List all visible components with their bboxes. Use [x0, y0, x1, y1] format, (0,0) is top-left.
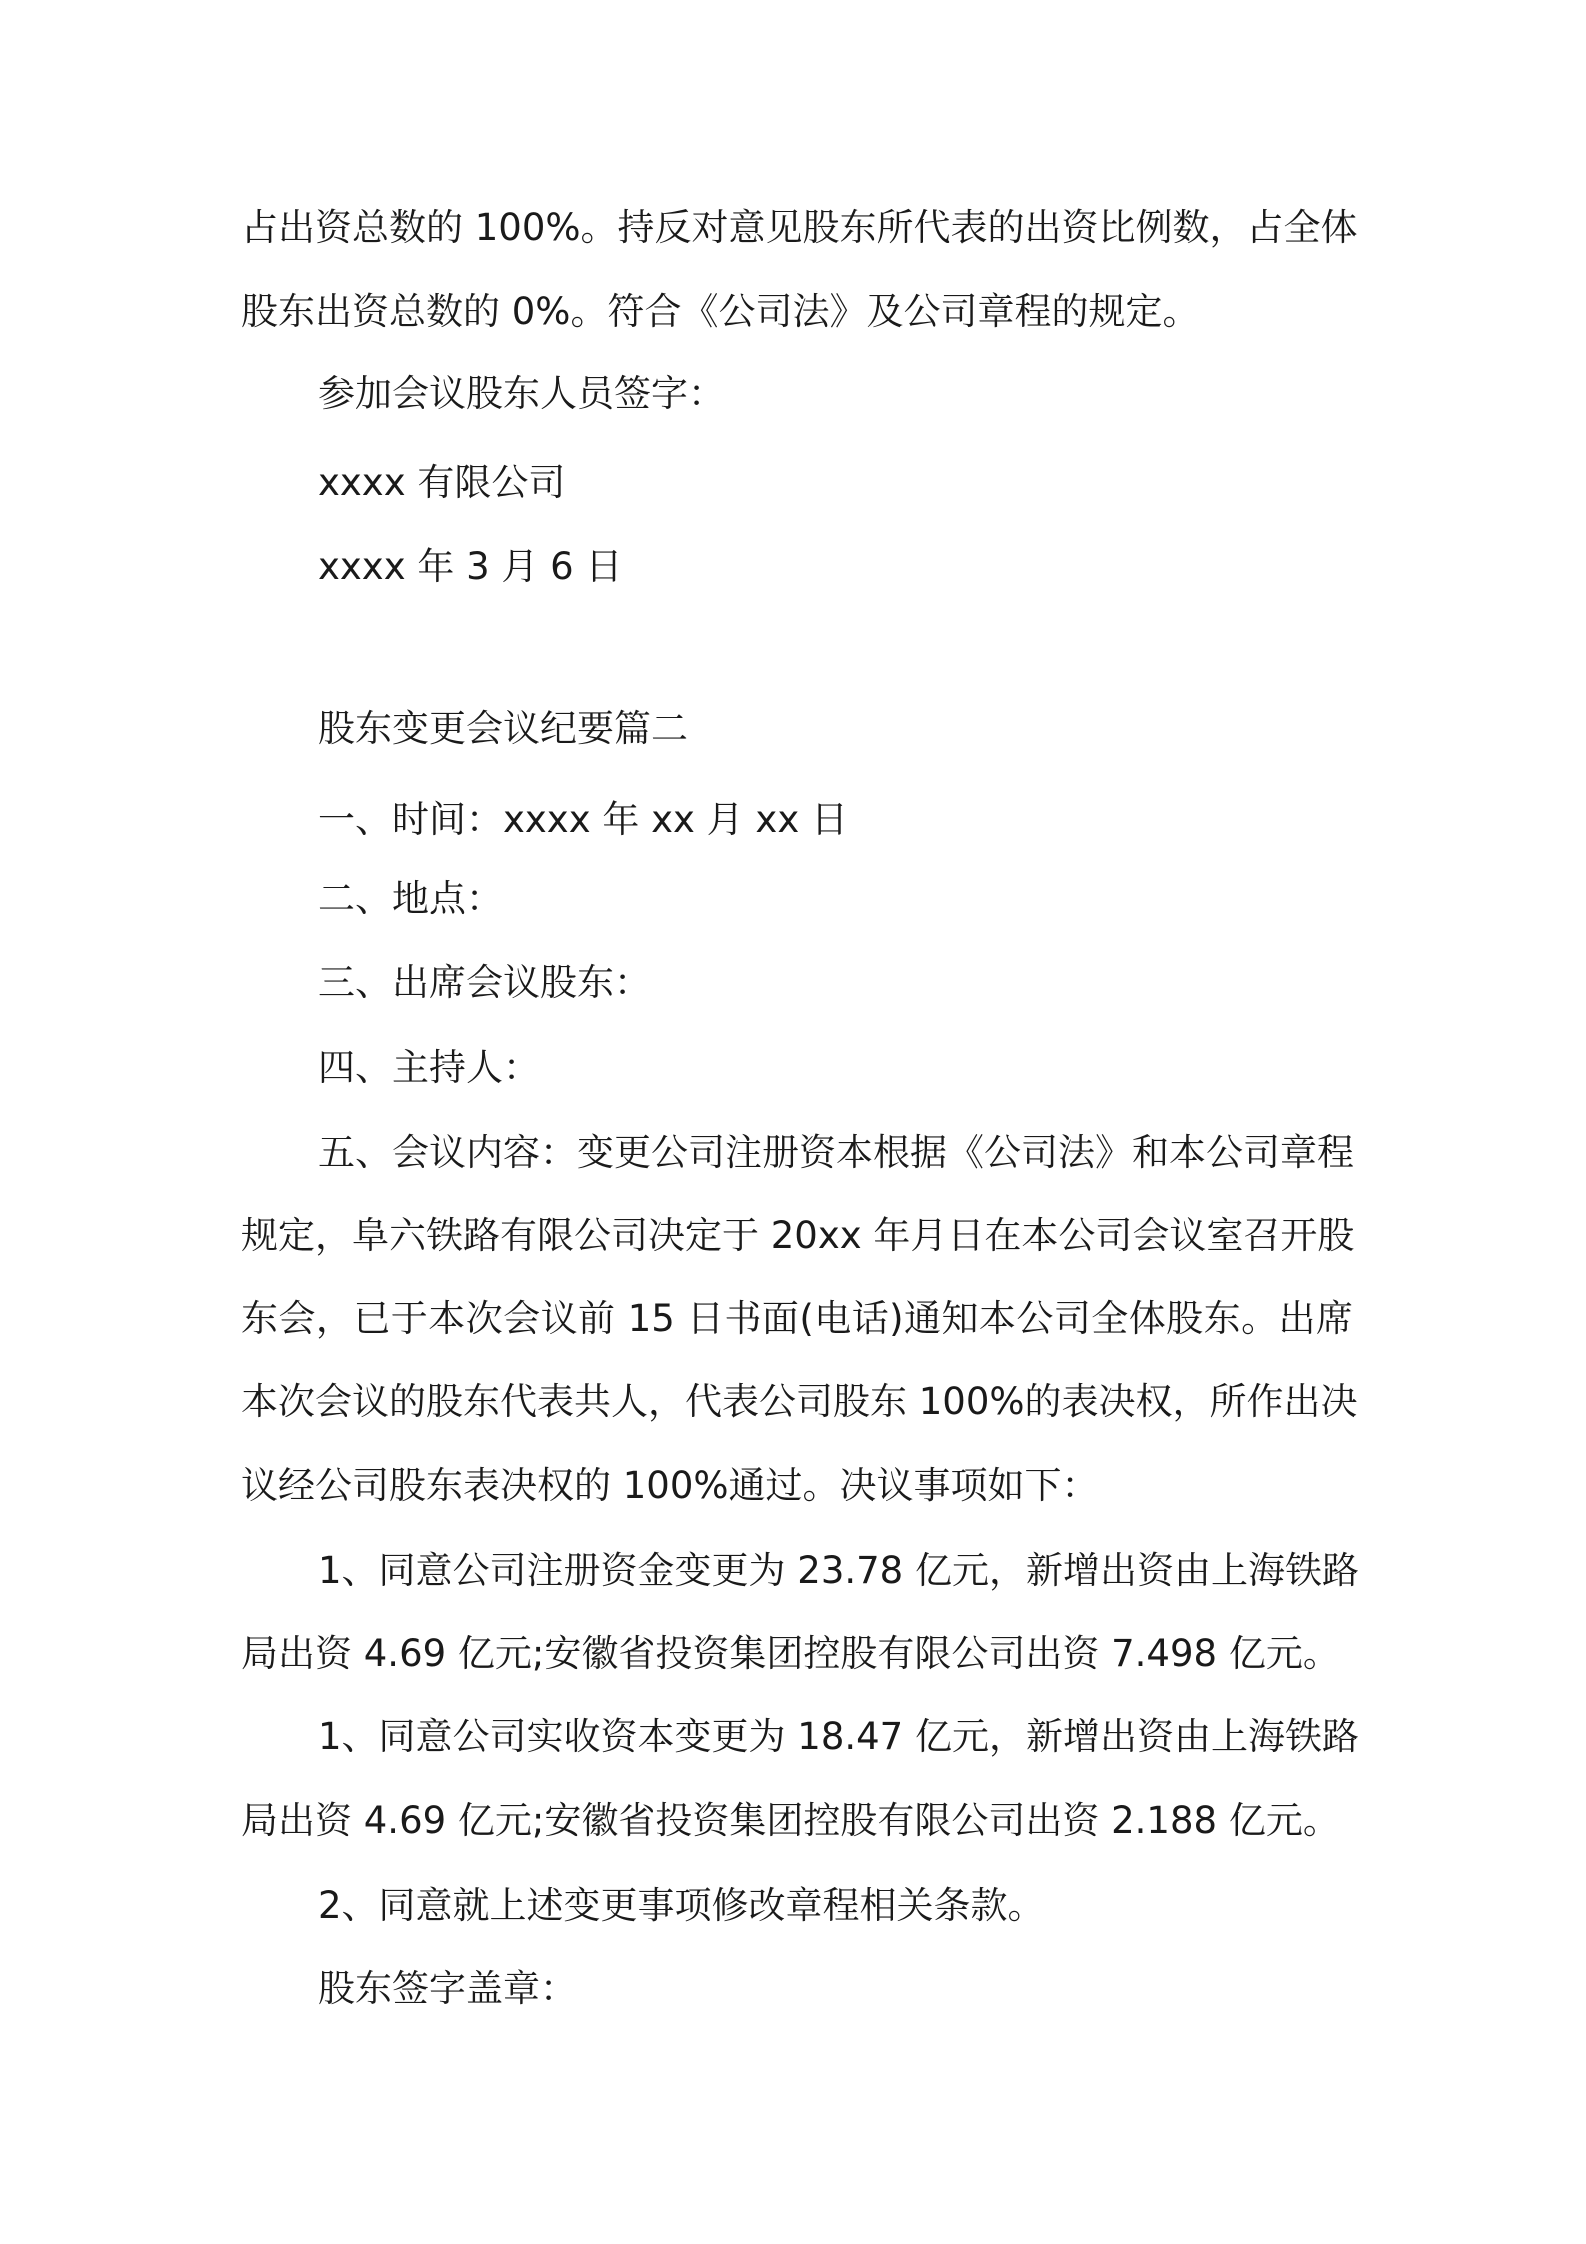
item-content-line4: 本次会议的股东代表共人，代表公司股东 100%的表决权，所作出决 [241, 1380, 1358, 1423]
item-content-line1: 五、会议内容：变更公司注册资本根据《公司法》和本公司章程 [318, 1131, 1354, 1174]
signature-label: 参加会议股东人员签字： [318, 372, 725, 415]
resolution1b-line2: 局出资 4.69 亿元;安徽省投资集团控股有限公司出资 2.188 亿元。 [241, 1799, 1340, 1842]
item-place: 二、地点： [318, 877, 503, 920]
item-host: 四、主持人： [318, 1046, 540, 1089]
item-attendees: 三、出席会议股东： [318, 961, 651, 1004]
para1-line2: 股东出资总数的 0%。符合《公司法》及公司章程的规定。 [241, 290, 1200, 333]
shareholder-sign-label: 股东签字盖章： [318, 1967, 577, 2010]
resolution2: 2、同意就上述变更事项修改章程相关条款。 [318, 1884, 1045, 1927]
resolution1-line2: 局出资 4.69 亿元;安徽省投资集团控股有限公司出资 7.498 亿元。 [241, 1632, 1340, 1675]
item-content-line5: 议经公司股东表决权的 100%通过。决议事项如下： [241, 1464, 1099, 1507]
resolution1b-line1: 1、同意公司实收资本变更为 18.47 亿元，新增出资由上海铁路 [318, 1715, 1359, 1758]
section-title: 股东变更会议纪要篇二 [318, 707, 688, 750]
item-time: 一、时间：xxxx 年 xx 月 xx 日 [318, 798, 848, 841]
item-content-line2: 规定，阜六铁路有限公司决定于 20xx 年月日在本公司会议室召开股 [241, 1214, 1355, 1257]
resolution1-line1: 1、同意公司注册资金变更为 23.78 亿元，新增出资由上海铁路 [318, 1549, 1359, 1592]
company-name: xxxx 有限公司 [318, 461, 566, 504]
date-line: xxxx 年 3 月 6 日 [318, 545, 623, 588]
item-content-line3: 东会，已于本次会议前 15 日书面(电话)通知本公司全体股东。出席 [241, 1297, 1353, 1340]
para1-line1: 占出资总数的 100%。持反对意见股东所代表的出资比例数，占全体 [241, 206, 1358, 249]
